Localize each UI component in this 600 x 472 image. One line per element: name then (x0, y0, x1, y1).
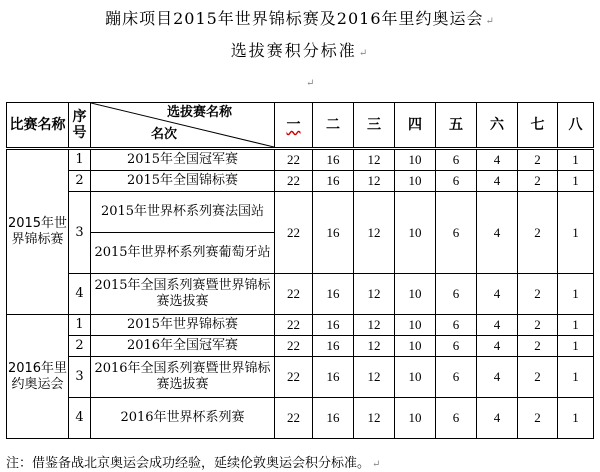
score-cell: 16 (313, 398, 354, 439)
score-cell: 22 (275, 149, 313, 171)
header-diagonal-cell (91, 103, 275, 149)
event-name: 2015年全国锦标赛 (91, 171, 275, 192)
score-cell: 16 (313, 149, 354, 171)
score-cell: 4 (477, 315, 518, 336)
score-cell: 16 (313, 192, 354, 274)
score-cell: 2 (518, 315, 558, 336)
score-cell: 12 (354, 336, 395, 357)
row-index: 1 (69, 315, 91, 336)
event-name: 2015年全国系列赛暨世界锦标赛选拔赛 (91, 274, 275, 315)
table-row (7, 171, 594, 192)
paragraph-mark: ↵ (306, 78, 315, 89)
score-cell: 22 (275, 398, 313, 439)
row-index: 2 (69, 336, 91, 357)
score-cell: 4 (477, 398, 518, 439)
score-cell: 16 (313, 171, 354, 192)
row-index: 2 (69, 171, 91, 192)
table-row (7, 336, 594, 357)
score-cell: 10 (395, 274, 436, 315)
event-name: 2015年世界杯系列赛法国站 (91, 192, 275, 233)
header-rank-7: 七 (518, 103, 558, 149)
score-cell: 4 (477, 149, 518, 171)
score-cell: 2 (518, 357, 558, 398)
score-cell: 2 (518, 398, 558, 439)
table-row (7, 398, 594, 439)
score-cell: 6 (436, 149, 477, 171)
footnote: 注：借鉴备战北京奥运会成功经验，延续伦敦奥运会积分标准。 ↵ (6, 456, 381, 471)
score-cell: 4 (477, 274, 518, 315)
header-rank-2: 二 (313, 103, 354, 149)
score-cell: 1 (558, 171, 594, 192)
score-cell: 16 (313, 315, 354, 336)
group-name: 2015年世界锦标赛 (7, 149, 69, 315)
score-cell: 6 (436, 171, 477, 192)
header-rank: 名次 (151, 127, 178, 142)
score-cell: 1 (558, 336, 594, 357)
row-index: 1 (69, 149, 91, 171)
row-index: 4 (69, 398, 91, 439)
score-cell: 22 (275, 315, 313, 336)
header-index: 序号 (69, 103, 91, 149)
score-cell: 22 (275, 192, 313, 274)
table-row (7, 274, 594, 315)
table-row (7, 357, 594, 398)
score-cell: 12 (354, 192, 395, 274)
score-cell: 2 (518, 274, 558, 315)
score-cell: 16 (313, 274, 354, 315)
row-index: 3 (69, 357, 91, 398)
score-cell: 10 (395, 192, 436, 274)
score-cell: 1 (558, 357, 594, 398)
header-rank-5: 五 (436, 103, 477, 149)
table-row (7, 192, 594, 233)
score-cell: 1 (558, 149, 594, 171)
group-name: 2016年里约奥运会 (7, 315, 69, 439)
score-cell: 6 (436, 192, 477, 274)
table-row (7, 149, 594, 171)
score-cell: 16 (313, 357, 354, 398)
score-cell: 10 (395, 336, 436, 357)
score-cell: 22 (275, 336, 313, 357)
document-title-line1: 蹦床项目2015年世界锦标赛及2016年里约奥运会 ↵ (105, 9, 495, 28)
score-cell: 4 (477, 336, 518, 357)
event-name: 2016年全国冠军赛 (91, 336, 275, 357)
score-cell: 2 (518, 336, 558, 357)
score-cell: 4 (477, 357, 518, 398)
score-cell: 6 (436, 336, 477, 357)
header-event-name: 选拔赛名称 (166, 105, 232, 120)
score-cell: 6 (436, 315, 477, 336)
scoring-standard-table (6, 102, 594, 439)
score-cell: 1 (558, 398, 594, 439)
document-title-line2: 选拔赛积分标准 ↵ (230, 41, 370, 60)
score-cell: 1 (558, 274, 594, 315)
header-rank-3: 三 (354, 103, 395, 149)
score-cell: 10 (395, 171, 436, 192)
score-cell: 4 (477, 171, 518, 192)
score-cell: 6 (436, 398, 477, 439)
event-name: 2015年全国冠军赛 (91, 149, 275, 171)
score-cell: 22 (275, 357, 313, 398)
event-name: 2015年世界杯系列赛葡萄牙站 (91, 233, 275, 274)
event-name: 2015年世界锦标赛 (91, 315, 275, 336)
score-cell: 12 (354, 274, 395, 315)
score-cell: 6 (436, 357, 477, 398)
score-cell: 1 (558, 192, 594, 274)
score-cell: 22 (275, 171, 313, 192)
score-cell: 10 (395, 149, 436, 171)
row-index: 4 (69, 274, 91, 315)
score-cell: 2 (518, 192, 558, 274)
event-name: 2016年世界杯系列赛 (91, 398, 275, 439)
row-index: 3 (69, 192, 91, 274)
event-name: 2016年全国系列赛暨世界锦标赛选拔赛 (91, 357, 275, 398)
score-cell: 6 (436, 274, 477, 315)
score-cell: 10 (395, 398, 436, 439)
score-cell: 12 (354, 171, 395, 192)
header-rank-1: 一 (275, 103, 313, 149)
score-cell: 2 (518, 171, 558, 192)
table-row (7, 315, 594, 336)
score-cell: 12 (354, 315, 395, 336)
score-cell: 12 (354, 357, 395, 398)
score-cell: 10 (395, 357, 436, 398)
header-row (7, 103, 594, 149)
score-cell: 22 (275, 274, 313, 315)
score-cell: 1 (558, 315, 594, 336)
score-cell: 10 (395, 315, 436, 336)
header-rank-4: 四 (395, 103, 436, 149)
header-rank-8: 八 (558, 103, 594, 149)
score-cell: 12 (354, 149, 395, 171)
score-cell: 12 (354, 398, 395, 439)
header-group: 比赛名称 (7, 103, 69, 149)
header-rank-6: 六 (477, 103, 518, 149)
score-cell: 16 (313, 336, 354, 357)
score-cell: 2 (518, 149, 558, 171)
score-cell: 4 (477, 192, 518, 274)
